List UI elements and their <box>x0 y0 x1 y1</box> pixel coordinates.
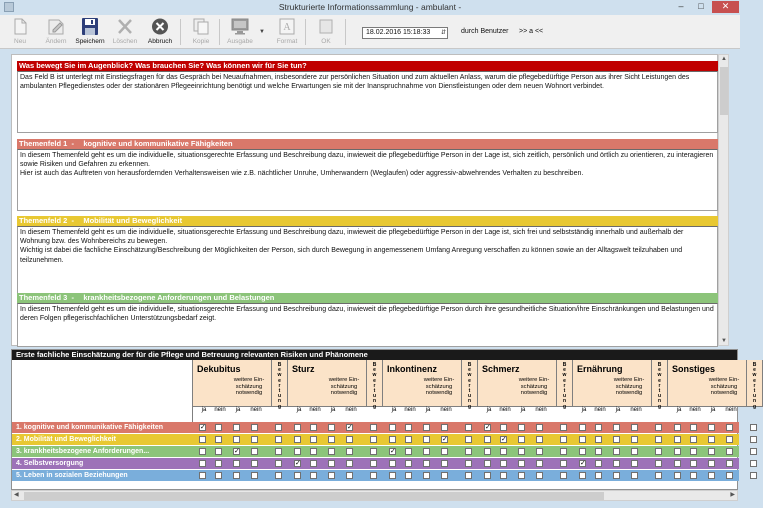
further-assessment-label: weitere Ein-schätzung notwendig <box>328 377 360 396</box>
delete-button[interactable] <box>107 16 143 48</box>
risk-checkbox[interactable]: ✓ <box>580 460 586 467</box>
risk-checkbox[interactable] <box>536 448 543 455</box>
no-label: nein <box>309 407 321 413</box>
risk-checkbox[interactable] <box>199 436 206 443</box>
risk-checkbox[interactable] <box>595 460 602 467</box>
risk-checkbox[interactable] <box>518 424 525 431</box>
format-button-label: Format <box>276 38 298 45</box>
risk-checkbox[interactable] <box>251 436 258 443</box>
category-header <box>573 360 652 407</box>
risk-checkbox[interactable] <box>465 472 472 479</box>
edit-button-label: Ändern <box>45 38 67 45</box>
risk-checkbox[interactable] <box>536 436 543 443</box>
scroll-thumb[interactable] <box>720 67 728 115</box>
risk-checkbox[interactable] <box>199 472 206 479</box>
section-2-name: Mobilität und Beweglichkeit <box>83 216 183 225</box>
section-b-title: Was bewegt Sie im Augenblick? Was brauchen Sie? Was können wir für Sie tun? <box>19 61 307 70</box>
yes-label: ja <box>330 407 336 413</box>
section-2-prefix: Themenfeld 2 <box>19 216 68 225</box>
risk-checkbox[interactable]: ✓ <box>390 448 396 455</box>
category-header <box>668 360 747 407</box>
rating-header: B e w e r t u n g <box>272 360 288 407</box>
risk-checkbox[interactable] <box>328 436 335 443</box>
close-button[interactable]: ✕ <box>712 1 739 13</box>
toolbar-separator <box>180 19 181 45</box>
risk-checkbox[interactable] <box>328 472 335 479</box>
yes-label: ja <box>676 407 682 413</box>
risk-checkbox[interactable] <box>655 460 662 467</box>
new-button-label: Neu <box>14 38 26 45</box>
risk-checkbox[interactable] <box>370 460 377 467</box>
category-name: Dekubitus <box>197 364 241 374</box>
risk-checkbox[interactable] <box>674 448 681 455</box>
scroll-left-icon[interactable]: ◀ <box>14 492 19 498</box>
risk-grid <box>11 349 757 490</box>
risk-checkbox[interactable] <box>215 436 222 443</box>
risk-checkbox[interactable] <box>294 436 301 443</box>
section-1-textarea[interactable]: In diesem Themenfeld geht es um die individuelle, situationsgerechte Erfassung und Beschreibung dazu, inwieweit die pflegebedürftige Person in der Lage ist, sich zeitlich, persönlich und örtlich zu orientieren, zu interagieren sowie Risiken und Gefahren zu erkennen. Hier ist auch das Auftreten von herausfordernden Verhaltensweisen wie z.B. nächtlicher Unruhe, Umherwandern (Weglaufen) oder aggressiv-abwehrendes Verhalten zu beschreiben. <box>17 149 718 211</box>
risk-checkbox[interactable] <box>726 448 733 455</box>
section-themenfeld-2 <box>17 216 718 294</box>
risk-checkbox[interactable] <box>484 460 491 467</box>
copy-button-label: Kopie <box>192 38 210 45</box>
risk-checkbox[interactable] <box>518 460 525 467</box>
risk-checkbox[interactable] <box>310 460 317 467</box>
risk-checkbox[interactable] <box>750 436 757 443</box>
section-3-name: krankheitsbezogene Anforderungen und Belastungen <box>83 293 275 302</box>
section-3-header: Themenfeld 3 - krankheitsbezogene Anforderungen und Belastungen <box>17 293 718 303</box>
risk-checkbox[interactable]: ✓ <box>234 448 240 455</box>
text-sections-area <box>11 54 718 346</box>
cancel-icon <box>150 17 170 36</box>
category-header <box>193 360 272 407</box>
row-label: 3. krankheitsbezogene Anforderungen... <box>16 448 150 455</box>
output-button-label: Ausgabe <box>227 38 253 45</box>
yes-label: ja <box>201 407 207 413</box>
risk-checkbox[interactable] <box>441 424 448 431</box>
risk-checkbox[interactable] <box>328 448 335 455</box>
risk-checkbox[interactable] <box>405 436 412 443</box>
risk-checkbox[interactable] <box>484 472 491 479</box>
risk-checkbox[interactable] <box>465 448 472 455</box>
risk-checkbox[interactable]: ✓ <box>347 424 353 431</box>
further-assessment-label: weitere Ein-schätzung notwendig <box>518 377 550 396</box>
category-name: Sonstiges <box>672 364 716 374</box>
risk-checkbox[interactable] <box>726 460 733 467</box>
risk-checkbox[interactable] <box>423 424 430 431</box>
no-label: nein <box>594 407 606 413</box>
risk-checkbox[interactable] <box>613 472 620 479</box>
risk-checkbox[interactable] <box>215 424 222 431</box>
risk-checkbox[interactable] <box>310 424 317 431</box>
vertical-scrollbar[interactable] <box>718 54 729 346</box>
risk-checkbox[interactable] <box>708 472 715 479</box>
risk-checkbox[interactable] <box>484 436 491 443</box>
risk-checkbox[interactable] <box>536 424 543 431</box>
risk-checkbox[interactable] <box>346 448 353 455</box>
risk-checkbox[interactable] <box>708 436 715 443</box>
section-b-header <box>17 61 718 71</box>
risk-checkbox[interactable] <box>275 448 282 455</box>
nav-arrows[interactable]: >> a << <box>519 28 544 35</box>
risk-checkbox[interactable] <box>423 448 430 455</box>
datetime-value: 18.02.2016 15:18:33 <box>366 29 431 36</box>
category-name: Sturz <box>292 364 315 374</box>
risk-checkbox[interactable] <box>484 448 491 455</box>
risk-checkbox[interactable] <box>370 424 377 431</box>
risk-checkbox[interactable] <box>518 448 525 455</box>
risk-checkbox[interactable] <box>674 436 681 443</box>
risk-checkbox[interactable] <box>579 448 586 455</box>
hscroll-thumb[interactable] <box>24 492 604 500</box>
risk-grid-title: Erste fachliche Einschätzung der für die Pflege und Betreuung relevanten Risiken und Phänomene <box>12 350 737 360</box>
horizontal-scrollbar[interactable] <box>11 490 738 501</box>
risk-checkbox[interactable] <box>500 448 507 455</box>
section-2-header: Themenfeld 2 - Mobilität und Beweglichkeit <box>17 216 718 226</box>
toolbar-separator <box>305 19 306 45</box>
risk-checkbox[interactable] <box>346 436 353 443</box>
risk-checkbox[interactable] <box>405 424 412 431</box>
risk-checkbox[interactable] <box>294 448 301 455</box>
risk-checkbox[interactable] <box>310 448 317 455</box>
risk-checkbox[interactable] <box>518 472 525 479</box>
output-dropdown-arrow[interactable]: ▼ <box>259 29 265 35</box>
risk-checkbox[interactable] <box>251 460 258 467</box>
risk-checkbox[interactable] <box>655 436 662 443</box>
risk-checkbox[interactable] <box>613 460 620 467</box>
risk-checkbox[interactable] <box>389 472 396 479</box>
risk-checkbox[interactable] <box>370 436 377 443</box>
no-label: nein <box>214 407 226 413</box>
by-user-label: durch Benutzer <box>461 28 509 35</box>
risk-checkbox[interactable] <box>215 472 222 479</box>
risk-checkbox[interactable] <box>328 460 335 467</box>
risk-checkbox[interactable] <box>690 472 697 479</box>
category-name: Ernährung <box>577 364 623 374</box>
section-2-textarea[interactable]: In diesem Themenfeld geht es um die individuelle, situationsgerechte Erfassung und Beschreibung dazu, inwieweit die pflegebedürftige Person in der Lage ist, sich frei und selbstständig innerhalb und außerhalb der Wohnung bzw. des Wohnbereichs zu bewegen. Wichtig ist dabei die fachliche Einschätzung/Beschreibung der Möglichkeiten der Person, sich durch Bewegung in angemessenem Umfang Anregung verschaffen zu können sowie an der Alltagswelt teilzuhaben und teilzunehmen. <box>17 226 718 294</box>
yes-label: ja <box>615 407 621 413</box>
toolbar <box>0 15 740 49</box>
risk-checkbox[interactable] <box>251 448 258 455</box>
risk-checkbox[interactable] <box>631 424 638 431</box>
rating-header: B e w e r t u n g <box>557 360 573 407</box>
window-title: Strukturierte Informationssammlung - ambulant - <box>278 2 462 12</box>
risk-checkbox[interactable] <box>251 472 258 479</box>
risk-checkbox[interactable] <box>613 448 620 455</box>
rating-header: B e w e r t u n g <box>462 360 478 407</box>
risk-checkbox[interactable] <box>389 460 396 467</box>
risk-checkbox[interactable] <box>708 448 715 455</box>
grid-header-spacer <box>12 360 193 422</box>
copy-icon <box>191 17 211 36</box>
risk-checkbox[interactable] <box>750 448 757 455</box>
risk-checkbox[interactable] <box>690 436 697 443</box>
risk-checkbox[interactable] <box>310 436 317 443</box>
monitor-icon <box>230 17 250 36</box>
scroll-up-icon[interactable]: ▲ <box>721 56 727 62</box>
section-themenfeld-3 <box>17 293 718 347</box>
risk-checkbox[interactable] <box>294 472 301 479</box>
risk-checkbox[interactable] <box>690 424 697 431</box>
risk-checkbox[interactable] <box>423 472 430 479</box>
risk-checkbox[interactable] <box>726 436 733 443</box>
datetime-spin-icon[interactable]: ⇵ <box>440 30 446 36</box>
risk-checkbox[interactable] <box>275 472 282 479</box>
section-themenfeld-1 <box>17 139 718 211</box>
section-3-prefix: Themenfeld 3 <box>19 293 68 302</box>
edit-icon <box>46 17 66 36</box>
risk-checkbox[interactable] <box>726 424 733 431</box>
svg-text:A: A <box>283 22 291 33</box>
further-assessment-label: weitere Ein-schätzung notwendig <box>708 377 740 396</box>
scroll-right-icon[interactable]: ▶ <box>730 492 735 498</box>
risk-checkbox[interactable] <box>423 436 430 443</box>
rating-header: B e w e r t u n g <box>747 360 763 407</box>
yes-label: ja <box>486 407 492 413</box>
toolbar-separator <box>345 19 346 45</box>
no-label: nein <box>535 407 547 413</box>
risk-checkbox[interactable] <box>423 460 430 467</box>
cancel-button[interactable] <box>142 16 178 48</box>
risk-checkbox[interactable] <box>595 472 602 479</box>
risk-checkbox[interactable] <box>405 472 412 479</box>
no-label: nein <box>499 407 511 413</box>
risk-checkbox[interactable] <box>631 448 638 455</box>
risk-checkbox[interactable] <box>560 424 567 431</box>
risk-checkbox[interactable] <box>674 472 681 479</box>
risk-checkbox[interactable] <box>405 460 412 467</box>
row-label: 5. Leben in sozialen Beziehungen <box>16 472 128 479</box>
new-doc-icon <box>10 17 30 36</box>
risk-checkbox[interactable] <box>631 472 638 479</box>
risk-checkbox[interactable] <box>613 436 620 443</box>
section-b-textarea[interactable]: Das Feld B ist unterlegt mit Einstiegsfragen für das Gespräch bei Neuaufnahmen, insbesondere zur persönlichen Situation und zum aktuellen Anlass, warum die pflegebedürftige Person aus ihrer Sicht Leistungen des ambulanten Pflegedienstes oder der stationären Pflegeeinrichtung benötigt und welche Erwartungen sie mit der Inanspruchnahme von Dienstleistungen oder dem neuen Wohnort verbindet. <box>17 71 718 133</box>
section-1-name: kognitive und kommunikative Fähigkeiten <box>83 139 233 148</box>
risk-checkbox[interactable] <box>750 424 757 431</box>
risk-checkbox[interactable]: ✓ <box>200 424 206 431</box>
risk-checkbox[interactable] <box>199 448 206 455</box>
risk-checkbox[interactable] <box>750 472 757 479</box>
risk-checkbox[interactable] <box>233 460 240 467</box>
risk-checkbox[interactable] <box>389 424 396 431</box>
risk-checkbox[interactable] <box>500 460 507 467</box>
scroll-down-icon[interactable]: ▼ <box>721 338 727 344</box>
risk-checkbox[interactable] <box>595 424 602 431</box>
yes-label: ja <box>235 407 241 413</box>
edit-button[interactable] <box>38 16 74 48</box>
risk-checkbox[interactable] <box>595 436 602 443</box>
risk-checkbox[interactable] <box>500 472 507 479</box>
risk-checkbox[interactable] <box>500 424 507 431</box>
no-label: nein <box>630 407 642 413</box>
save-button-label: Speichern <box>75 38 105 45</box>
risk-checkbox[interactable] <box>215 460 222 467</box>
risk-checkbox[interactable] <box>405 448 412 455</box>
risk-checkbox[interactable] <box>595 448 602 455</box>
risk-checkbox[interactable] <box>579 424 586 431</box>
row-label: 4. Selbstversorgung <box>16 460 84 467</box>
no-label: nein <box>689 407 701 413</box>
risk-checkbox[interactable] <box>560 472 567 479</box>
category-header <box>288 360 367 407</box>
risk-checkbox[interactable] <box>370 472 377 479</box>
maximize-button[interactable]: □ <box>698 1 704 11</box>
risk-checkbox[interactable] <box>690 448 697 455</box>
delete-icon <box>115 17 135 36</box>
risk-checkbox[interactable] <box>294 424 301 431</box>
risk-checkbox[interactable] <box>560 460 567 467</box>
risk-checkbox[interactable] <box>750 460 757 467</box>
risk-checkbox[interactable] <box>655 472 662 479</box>
row-label: 1. kognitive und kommunikative Fähigkeiten <box>16 424 164 431</box>
risk-checkbox[interactable] <box>233 436 240 443</box>
risk-checkbox[interactable] <box>536 460 543 467</box>
toolbar-separator <box>219 19 220 45</box>
category-header <box>383 360 462 407</box>
yes-label: ja <box>425 407 431 413</box>
risk-checkbox[interactable] <box>536 472 543 479</box>
risk-checkbox[interactable] <box>655 424 662 431</box>
yes-label: ja <box>581 407 587 413</box>
section-3-textarea[interactable]: In diesem Themenfeld geht es um die individuelle, situationsgerechte Erfassung und Beschreibung dazu, inwieweit die pflegebedürftige Person durch ihre gesundheitliche Situation/ihre Einschränkungen und Belastungen und deren Folgen pflegerischfachlichen Unterstützungsbedarf zeigt. <box>17 303 718 347</box>
risk-checkbox[interactable] <box>441 472 448 479</box>
ok-icon <box>316 17 336 36</box>
risk-checkbox[interactable] <box>441 448 448 455</box>
risk-checkbox[interactable] <box>441 460 448 467</box>
rating-header: B e w e r t u n g <box>652 360 668 407</box>
yes-label: ja <box>520 407 526 413</box>
risk-checkbox[interactable]: ✓ <box>295 460 301 467</box>
risk-checkbox[interactable] <box>199 460 206 467</box>
risk-checkbox[interactable] <box>560 436 567 443</box>
new-button[interactable] <box>2 16 38 48</box>
risk-checkbox[interactable] <box>275 424 282 431</box>
risk-checkbox[interactable] <box>346 472 353 479</box>
risk-checkbox[interactable] <box>690 460 697 467</box>
risk-checkbox[interactable] <box>465 424 472 431</box>
datetime-field[interactable] <box>362 27 448 39</box>
category-header <box>478 360 557 407</box>
risk-checkbox[interactable] <box>389 436 396 443</box>
risk-checkbox[interactable] <box>275 460 282 467</box>
no-label: nein <box>404 407 416 413</box>
section-1-prefix: Themenfeld 1 <box>19 139 68 148</box>
save-icon <box>80 17 100 36</box>
risk-checkbox[interactable] <box>560 448 567 455</box>
format-button[interactable] <box>269 16 305 48</box>
section-1-header: Themenfeld 1 - kognitive und kommunikative Fähigkeiten <box>17 139 718 149</box>
risk-checkbox[interactable] <box>310 472 317 479</box>
copy-button[interactable] <box>183 16 219 48</box>
risk-checkbox[interactable] <box>579 472 586 479</box>
risk-checkbox[interactable] <box>275 436 282 443</box>
risk-checkbox[interactable] <box>674 424 681 431</box>
risk-checkbox[interactable]: ✓ <box>485 424 491 431</box>
no-label: nein <box>440 407 452 413</box>
risk-checkbox[interactable]: ✓ <box>501 436 507 443</box>
category-name: Schmerz <box>482 364 520 374</box>
category-name: Inkontinenz <box>387 364 437 374</box>
ok-button[interactable] <box>308 16 344 48</box>
risk-checkbox[interactable] <box>328 424 335 431</box>
risk-checkbox[interactable] <box>708 424 715 431</box>
title-bar <box>0 0 740 15</box>
minimize-button[interactable]: – <box>678 1 684 11</box>
row-label: 2. Mobilität und Beweglichkeit <box>16 436 116 443</box>
further-assessment-label: weitere Ein-schätzung notwendig <box>423 377 455 396</box>
risk-checkbox[interactable] <box>631 460 638 467</box>
risk-checkbox[interactable]: ✓ <box>442 436 448 443</box>
no-label: nein <box>345 407 357 413</box>
risk-checkbox[interactable] <box>370 448 377 455</box>
risk-checkbox[interactable] <box>579 436 586 443</box>
cancel-button-label: Abbruch <box>147 38 173 45</box>
risk-checkbox[interactable] <box>518 436 525 443</box>
ok-button-label: OK <box>321 38 331 45</box>
further-assessment-label: weitere Ein-schätzung notwendig <box>233 377 265 396</box>
save-button[interactable] <box>72 16 108 48</box>
no-label: nein <box>250 407 262 413</box>
yes-label: ja <box>391 407 397 413</box>
risk-checkbox[interactable] <box>233 472 240 479</box>
risk-checkbox[interactable] <box>708 460 715 467</box>
risk-checkbox[interactable] <box>655 448 662 455</box>
risk-checkbox[interactable] <box>631 436 638 443</box>
risk-checkbox[interactable] <box>251 424 258 431</box>
risk-checkbox[interactable] <box>346 460 353 467</box>
no-label: nein <box>725 407 737 413</box>
section-b <box>17 61 718 133</box>
further-assessment-label: weitere Ein-schätzung notwendig <box>613 377 645 396</box>
risk-checkbox[interactable] <box>465 460 472 467</box>
format-icon <box>277 17 297 36</box>
risk-checkbox[interactable] <box>726 472 733 479</box>
risk-checkbox[interactable] <box>465 436 472 443</box>
delete-button-label: Löschen <box>112 38 138 45</box>
output-button[interactable] <box>222 16 258 48</box>
risk-checkbox[interactable] <box>233 424 240 431</box>
risk-checkbox[interactable] <box>215 448 222 455</box>
yes-label: ja <box>710 407 716 413</box>
risk-checkbox[interactable] <box>613 424 620 431</box>
rating-header: B e w e r t u n g <box>367 360 383 407</box>
yes-label: ja <box>296 407 302 413</box>
risk-checkbox[interactable] <box>674 460 681 467</box>
